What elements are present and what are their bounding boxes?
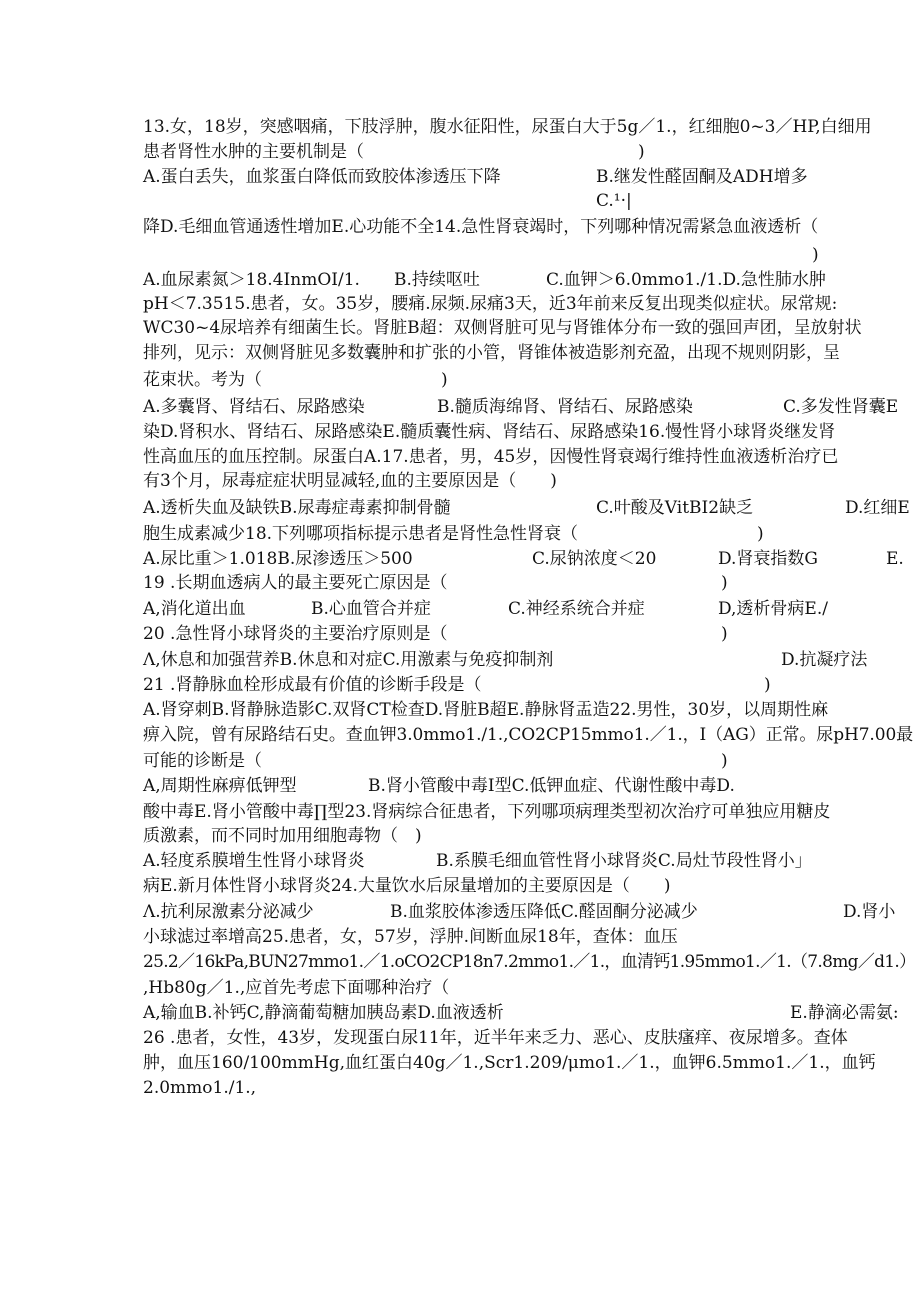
text-line: D,透析骨病E./ (718, 599, 828, 619)
text-line: 2.0mmo1./1., (143, 1078, 257, 1098)
text-line: E. (886, 549, 904, 569)
text-line: A.多囊肾、肾结石、尿路感染 (143, 397, 365, 417)
text-line: 痹入院，曾有尿路结石史。查血钾3.0mmo1./1.,CO2CP15mmo1.／1.，I（AG）正常。尿pH7.00最 (143, 725, 914, 745)
text-line: 染D.肾积水、肾结石、尿路感染E.髓质囊性病、肾结石、尿路感染16.慢性肾小球肾炎继发肾 (143, 422, 836, 442)
text-line: D.肾小 (843, 902, 896, 922)
text-line: A.尿比重＞1.018B.尿渗透压＞500 (143, 549, 413, 569)
text-line: ,Hb80g／1.,应首先考虑下面哪种治疗（ (143, 978, 450, 998)
text-line: C.神经系统合并症 (508, 599, 645, 619)
text-line: 胞生成素减少18.下列哪项指标提示患者是肾性急性肾衰（ (143, 524, 579, 544)
text-line: B.血浆胶体渗透压降低C.醛固酮分泌减少 (390, 902, 698, 922)
text-line: 酸中毒E.肾小管酸中毒∏型23.肾病综合征患者，下列哪项病理类型初次治疗可单独应用糖皮 (143, 802, 831, 822)
text-line: ) (441, 370, 448, 390)
text-line: ) (721, 624, 728, 644)
text-line: E.静滴必需氨: (790, 1003, 899, 1023)
text-line: A.蛋白丢失，血浆蛋白降低而致胶体渗透压下降 (143, 167, 501, 187)
text-line: D.抗凝疗法 (781, 650, 868, 670)
text-line: 患者肾性水肿的主要机制是（ (143, 142, 364, 162)
text-line: 可能的诊断是（ (143, 751, 262, 771)
text-line: 质激素，而不同时加用细胞毒物（ ) (143, 826, 422, 846)
text-line: A.肾穿刺B.肾静脉造影C.双肾CT检查D.肾脏B超E.静脉肾盂造22.男性，30岁，以周期性麻 (143, 700, 829, 720)
text-line: ) (638, 142, 645, 162)
text-line: A.血尿素氮＞18.4InmOI/1. (143, 270, 360, 290)
text-line: B.继发性醛固酮及ADH增多 (596, 167, 808, 187)
text-line: C.尿钠浓度＜20 (532, 549, 657, 569)
text-line: 26 .患者，女性，43岁，发现蛋白尿11年，近半年来乏力、恶心、皮肤瘙痒、夜尿增多。查体 (143, 1028, 848, 1048)
text-line: ) (757, 524, 764, 544)
text-line: 20 .急性肾小球肾炎的主要治疗原则是（ (143, 624, 448, 644)
text-line: B.系膜毛细血管性肾小球肾炎C.局灶节段性肾小」 (436, 851, 812, 871)
text-line: C.血钾＞6.0mmo1./1.D.急性肺水肿 (546, 270, 826, 290)
text-line: Λ,休息和加强营养B.休息和对症C.用激素与免疫抑制剂 (143, 650, 554, 670)
text-line: 有3个月，尿毒症症状明显减轻,血的主要原因是（ ) (143, 471, 557, 491)
text-line: A,周期性麻痹低钾型 (143, 776, 297, 796)
text-line: C.多发性肾囊E (783, 397, 899, 417)
text-line: ) (721, 573, 728, 593)
text-line: ) (721, 751, 728, 771)
text-line: 25.2／16kPa,BUN27mmo1.／1.oCO2CP18n7.2mmo1.／1.，血清钙1.95mmo1.／1.（7.8mg／d1.） (143, 952, 916, 972)
text-line: Λ.抗利尿激素分泌减少 (143, 902, 314, 922)
text-line: 肿，血压160/100mmHg,血红蛋白40g／1.,Scr1.209/μmo1.／1.，血钾6.5mmo1.／1.，血钙 (143, 1053, 876, 1073)
text-line: 排列，见示：双侧肾脏见多数囊肿和扩张的小管，肾锥体被造影剂充盈，出现不规则阴影，呈 (143, 343, 840, 363)
text-line: A.透析失血及缺铁B.尿毒症毒素抑制骨髓 (143, 498, 451, 518)
text-line: 13.女，18岁，突感咽痛，下肢浮肿，腹水征阳性，尿蛋白大于5g／1.，红细胞0~3／HP,白细用 (143, 117, 872, 137)
text-line: D.肾衰指数G (718, 549, 819, 569)
text-line: 性高血压的血压控制。尿蛋白A.17.患者，男，45岁，因慢性肾衰竭行维持性血液透析治疗已 (143, 447, 839, 467)
text-line: C.¹·| (596, 191, 632, 211)
text-line: B.髓质海绵肾、肾结石、尿路感染 (437, 397, 693, 417)
text-line: pH＜7.3515.患者，女。35岁，腰痛.尿频.尿痛3天，近3年前来反复出现类似症状。尿常规: (143, 294, 838, 314)
text-line: A,输血B.补钙C,静滴葡萄糖加胰岛素D.血液透析 (143, 1003, 504, 1023)
text-line: D.红细E (845, 498, 910, 518)
text-line: 小球滤过率增高25.患者，女，57岁，浮肿.间断血尿18年，查体：血压 (143, 927, 678, 947)
text-line: B.心血管合并症 (311, 599, 431, 619)
text-line: ) (812, 245, 819, 265)
text-line: A,消化道出血 (143, 599, 246, 619)
text-line: 病E.新月体性肾小球肾炎24.大量饮水后尿量增加的主要原因是（ ) (143, 876, 671, 896)
text-line: A.轻度系膜增生性肾小球肾炎 (143, 851, 365, 871)
text-line: 花束状。考为（ (143, 370, 262, 390)
text-line: C.叶酸及VitBI2缺乏 (596, 498, 754, 518)
text-line: WC30~4尿培养有细菌生长。肾脏B超：双侧肾脏可见与肾锥体分布一致的强回声团，呈放射状 (143, 318, 862, 338)
text-line: 降D.毛细血管通透性增加E.心功能不全14.急性肾衰竭时，下列哪种情况需紧急血液透析（ (143, 217, 819, 237)
text-line: B.肾小管酸中毒I型C.低钾血症、代谢性酸中毒D. (368, 776, 735, 796)
text-line: 19 .长期血透病人的最主要死亡原因是（ (143, 573, 448, 593)
text-line: B.持续呕吐 (394, 270, 480, 290)
text-line: 21 .肾静脉血栓形成最有价值的诊断手段是（ (143, 675, 482, 695)
text-line: ) (764, 675, 771, 695)
